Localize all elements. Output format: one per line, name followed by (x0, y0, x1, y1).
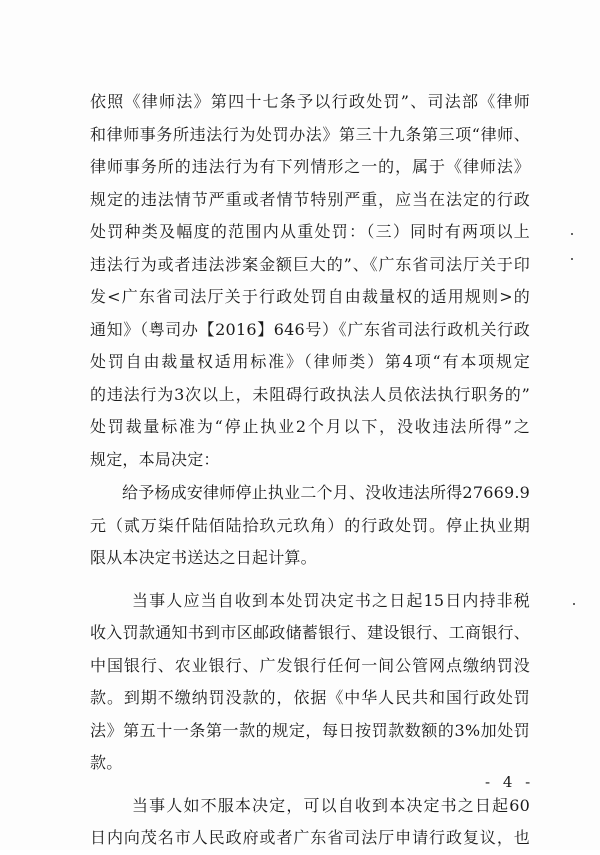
text-line: 法》第五十一条第一款的规定，每日按罚款数额的3%加处罚 (90, 720, 530, 740)
text-line: 日内向茂名市人民政府或者广东省司法厅申请行政复议，也 (90, 828, 530, 847)
text-line: 违法行为或者违法涉案金额巨大的”、《广东省司法厅关于印 (90, 254, 530, 274)
text-line: 元（贰万柒仟陆佰陆拾玖元玖角）的行政处罚。停止执业期 (90, 515, 530, 535)
page-number: - 4 - (485, 773, 535, 791)
text-line: 处罚种类及幅度的范围内从重处罚：（三）同时有两项以上 (90, 222, 530, 241)
text-line: 规定的违法情节严重或者情节特别严重，应当在法定的行政 (90, 189, 530, 209)
paragraph-appeal (90, 790, 530, 855)
text-line: 给予杨成安律师停止执业二个月、没收违法所得27669.9 (122, 483, 530, 502)
scan-mark (571, 258, 573, 260)
text-line: 律师事务所的违法行为有下列情形之一的，属于《律师法》 (90, 157, 530, 176)
text-line: 处罚裁量标准为“停止执业2个月以下，没收违法所得”之 (90, 417, 530, 436)
text-line: 中国银行、农业银行、广发银行任何一间公管网点缴纳罚没 (90, 655, 530, 675)
text-line: 依照《律师法》第四十七条予以行政处罚”、司法部《律师 (90, 92, 530, 111)
text-line: 当事人应当自收到本处罚决定书之日起15日内持非税 (132, 590, 530, 610)
scan-mark (571, 233, 573, 235)
text-line: 当事人如不服本决定，可以自收到本决定书之日起60 (132, 795, 530, 815)
document-body (90, 86, 530, 855)
text-line: 规定，本局决定： (90, 449, 220, 469)
text-line: 收入罚款通知书到市区邮政储蓄银行、建设银行、工商银行、 (90, 623, 530, 642)
text-line: 和律师事务所违法行为处罚办法》第三十九条第三项“律师、 (90, 124, 530, 144)
scan-mark (573, 603, 575, 605)
text-line: 处罚自由裁量权适用标准》（律师类）第4项“有本项规定 (90, 352, 530, 371)
paragraph-decision (90, 477, 530, 575)
text-line: 通知》（粤司办【2016】646号）《广东省司法行政机关行政 (90, 319, 530, 339)
text-line: 款。到期不缴纳罚没款的，依据《中华人民共和国行政处罚 (90, 688, 530, 707)
paragraph-payment (90, 585, 530, 780)
text-line: 的违法行为3次以上，未阻碍行政执法人员依法执行职务的” (90, 384, 530, 404)
paragraph-legal-basis (90, 86, 530, 476)
text-line: 款。 (90, 753, 123, 772)
text-line: 发<广东省司法厅关于行政处罚自由裁量权的适用规则>的 (90, 287, 530, 306)
text-line: 限从本决定书送达之日起计算。 (90, 548, 317, 567)
